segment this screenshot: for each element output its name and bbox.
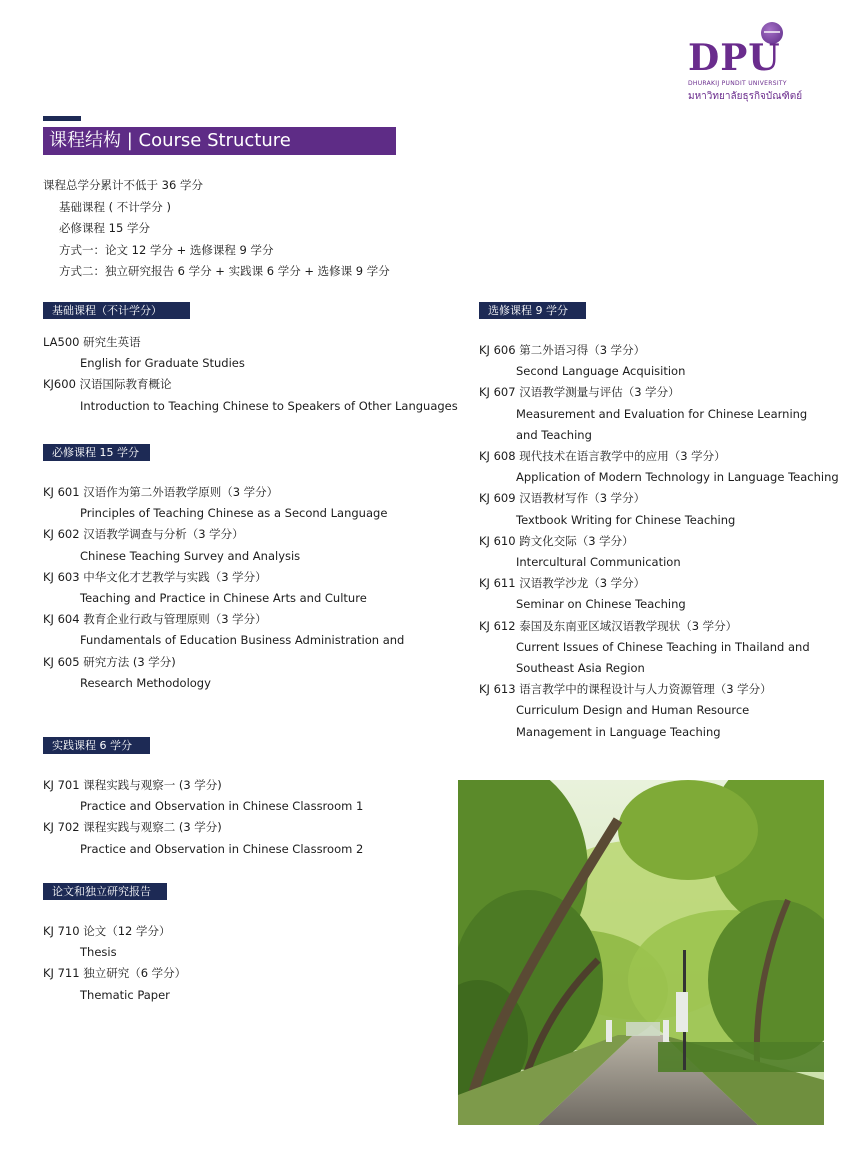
summary-required: 必修课程 15 学分 [59,221,150,235]
course-code: KJ 603 中华文化才艺教学与实践（3 学分） [43,569,267,584]
course-title-en: Second Language Acquisition [516,364,686,379]
course-code: KJ 606 第二外语习得（3 学分） [479,343,646,357]
course-code: KJ 612 泰国及东南亚区域汉语教学现状（3 学分） [479,618,738,633]
course-title-en: Fundamentals of Education Business Administration and [80,633,405,648]
campus-photo [458,780,824,1125]
course-code: KJ600 汉语国际教育概论 [43,377,172,392]
summary-basic: 基础课程 ( 不计学分 ) [59,199,171,214]
section-header-practice: 实践课程 6 学分 [43,737,150,754]
logo-university-en: DHURAKIJ PUNDIT UNIVERSITY [688,80,787,87]
course-code: LA500 研究生英语 [43,335,141,349]
course-title-en: Thesis [80,945,117,960]
course-list-elective [479,340,839,743]
course-code: KJ 701 课程实践与观察一 (3 学分) [43,778,222,792]
course-code: KJ 710 论文（12 学分） [43,924,171,938]
dpu-logo [688,22,803,104]
section-header-thesis: 论文和独立研究报告 [43,883,167,900]
course-code: KJ 702 课程实践与观察二 (3 学分) [43,820,222,835]
course-code: KJ 607 汉语教学测量与评估（3 学分） [479,385,680,400]
course-code: KJ 605 研究方法 (3 学分) [43,654,176,669]
course-code: KJ 613 语言教学中的课程设计与人力资源管理（3 学分） [479,682,772,697]
course-title-en: Measurement and Evaluation for Chinese Learning and Teaching [516,406,808,442]
section-header-required: 必修课程 15 学分 [43,444,150,461]
course-title-en: Current Issues of Chinese Teaching in Thailand and Southeast Asia Region [516,639,810,676]
course-list-basic [43,332,458,417]
section-header-elective: 选修课程 9 学分 [479,302,586,319]
title-accent-bar [43,116,81,121]
course-code: KJ 601 汉语作为第二外语教学原则（3 学分） [43,485,279,499]
course-title-en: Thematic Paper [80,987,170,1002]
summary-option-1: 方式一：论文 12 学分 + 选修课程 9 学分 [59,242,274,257]
logo-wordmark: DPU [688,37,781,79]
course-title-en: Research Methodology [80,675,211,690]
course-title-en: English for Graduate Studies [80,356,245,371]
course-list-thesis [43,921,443,1006]
page-title: 课程结构 | Course Structure [43,127,396,155]
course-title-en: Application of Modern Technology in Language Teaching [516,470,839,485]
course-code: KJ 602 汉语教学调查与分析（3 学分） [43,527,244,542]
course-title-en: Seminar on Chinese Teaching [516,597,686,612]
course-title-en: Principles of Teaching Chinese as a Second Language [80,506,388,521]
course-code: KJ 608 现代技术在语言教学中的应用（3 学分） [479,449,726,464]
summary-total: 课程总学分累计不低于 36 学分 [43,178,203,192]
course-title-en: Introduction to Teaching Chinese to Speakers of Other Languages [80,398,458,413]
course-title-en: Practice and Observation in Chinese Classroom 2 [80,841,364,856]
credit-summary [43,175,390,283]
course-code: KJ 610 跨文化交际（3 学分） [479,533,634,548]
section-header-basic: 基础课程（不计学分） [43,302,190,319]
course-code: KJ 711 独立研究（6 学分） [43,966,187,981]
summary-option-2: 方式二：独立研究报告 6 学分 + 实践课 6 学分 + 选修课 9 学分 [59,264,390,278]
course-code: KJ 611 汉语教学沙龙（3 学分） [479,576,646,591]
logo-university-th: มหาวิทยาลัยธุรกิจบัณฑิตย์ [688,91,803,102]
course-title-en: Chinese Teaching Survey and Analysis [80,548,301,563]
course-code: KJ 604 教育企业行政与管理原则（3 学分） [43,612,267,627]
course-title-en: Teaching and Practice in Chinese Arts and Culture [80,591,367,606]
course-title-en: Intercultural Communication [516,555,681,570]
course-code: KJ 609 汉语教材写作（3 学分） [479,491,646,506]
course-list-practice [43,775,443,860]
course-list-required [43,482,443,694]
course-title-en: Practice and Observation in Chinese Classroom 1 [80,799,364,814]
course-title-en: Curriculum Design and Human Resource Management in Language Teaching [516,703,750,739]
course-title-en: Textbook Writing for Chinese Teaching [516,512,736,527]
